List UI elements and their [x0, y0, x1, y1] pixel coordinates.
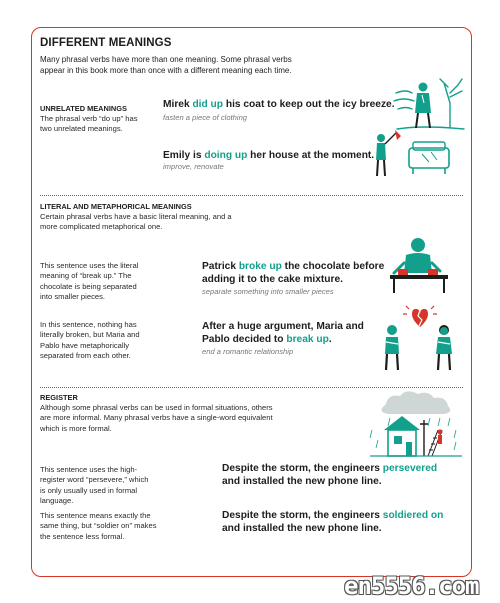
phrasal-verb-highlight: soldiered on [382, 510, 444, 521]
example-break-up: After a huge argument, Maria and Pablo decided to break up. [202, 321, 364, 345]
example-doing-up: Emily is doing up her house at the moment. [163, 150, 375, 161]
section-divider [40, 195, 463, 196]
literal-intro: Certain phrasal verbs have a basic literal meaning, and a more complicated metaphorical one. [40, 212, 232, 232]
example-did-up: Mirek did up his coat to keep out the icy breeze. [163, 99, 395, 110]
register-note-formal: This sentence uses the high-register word “persevere,” which is only usually used in formal language. [40, 465, 149, 506]
section-divider [40, 387, 463, 388]
phrasal-verb-highlight: did up [192, 99, 224, 110]
definition-separate: separate something into smaller pieces [202, 287, 334, 296]
content-card [31, 27, 472, 577]
engineers-in-storm-illustration [366, 390, 466, 460]
definition-fasten: fasten a piece of clothing [163, 113, 248, 122]
unrelated-heading: UNRELATED MEANINGS [40, 104, 127, 113]
register-note-informal: This sentence means exactly the same thing, but “soldier on” makes the sentence less formal. [40, 511, 157, 541]
section-title: DIFFERENT MEANINGS [40, 37, 172, 49]
phrasal-verb-highlight: doing up [204, 150, 248, 161]
metaphorical-note: In this sentence, nothing has literally broken, but Maria and Pablo have metaphorically separated from each other. [40, 320, 140, 361]
watermark: en5556.com [344, 572, 479, 600]
phrasal-verb-highlight: persevered [382, 463, 438, 474]
unrelated-note: The phrasal verb “do up” has two unrelated meanings. [40, 114, 138, 134]
register-intro: Although some phrasal verbs can be used in formal situations, others are more informal. Many phrasal verbs have a single-word equivalent which is more formal. [40, 403, 273, 433]
phrasal-verb-highlight: broke up [238, 261, 282, 272]
definition-improve: improve, renovate [163, 162, 224, 171]
woman-renovating-illustration [367, 128, 457, 180]
example-soldiered-on: Despite the storm, the engineers soldiered on and installed the new phone line. [222, 510, 444, 534]
man-breaking-chocolate-illustration [384, 233, 454, 295]
register-heading: REGISTER [40, 393, 78, 402]
man-fastening-coat-illustration [392, 73, 468, 133]
couple-arguing-illustration [376, 300, 460, 372]
section-intro: Many phrasal verbs have more than one meaning. Some phrasal verbs appear in this book more than once with a different meaning each time. [40, 55, 292, 75]
definition-end-relationship: end a romantic relationship [202, 347, 294, 356]
literal-note: This sentence uses the literal meaning of “break up.” The chocolate is being separated into smaller pieces. [40, 261, 139, 302]
phrasal-verb-highlight: break up [286, 334, 329, 345]
literal-heading: LITERAL AND METAPHORICAL MEANINGS [40, 202, 192, 211]
example-persevered: Despite the storm, the engineers persevered and installed the new phone line. [222, 463, 438, 487]
example-broke-up: Patrick broke up the chocolate before adding it to the cake mixture. [202, 261, 385, 285]
